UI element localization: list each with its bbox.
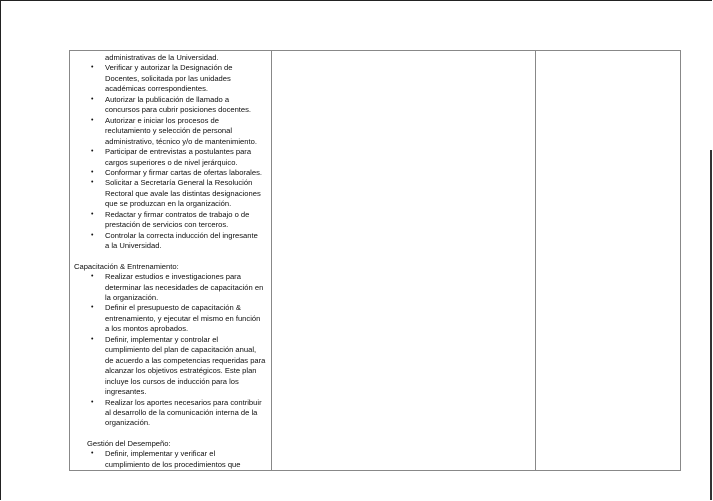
list-item	[74, 147, 267, 168]
bullet-list	[74, 449, 267, 470]
list-item	[74, 231, 267, 252]
text-line: Realizar estudios e investigaciones para	[105, 272, 241, 282]
text-line: Controlar la correcta inducción del ingresante	[105, 230, 258, 240]
list-item	[74, 116, 267, 147]
list-item	[74, 210, 267, 231]
text-line: Docentes, solicitada por las unidades	[105, 73, 231, 83]
bullet-icon: •	[91, 168, 94, 176]
text-line: incluye los cursos de inducción para los	[105, 376, 239, 386]
bullet-list	[74, 63, 267, 251]
list-item	[74, 449, 267, 470]
text-line: administrativas de la Universidad.	[105, 53, 219, 62]
list-item	[74, 303, 267, 334]
section-heading-performance: Gestión del Desempeño:	[87, 438, 171, 448]
bullet-icon: •	[91, 304, 94, 312]
text-line: cargos superiores o de nivel jerárquico.	[105, 157, 238, 167]
list-item	[74, 168, 267, 178]
bullet-icon: •	[91, 179, 94, 187]
text-line: ingresantes.	[105, 387, 147, 397]
bullet-icon: •	[91, 64, 94, 72]
text-line: Definir el presupuesto de capacitación &	[105, 303, 241, 313]
text-line: Definir, implementar y verificar el	[105, 449, 216, 459]
text-line: la organización.	[105, 292, 159, 302]
list-item	[74, 178, 267, 209]
text-line: Conformar y firmar cartas de ofertas laborales.	[105, 167, 262, 177]
bullet-icon: •	[91, 210, 94, 218]
list-item	[74, 272, 267, 303]
empty-cell-middle	[272, 51, 536, 471]
responsibilities-table	[69, 50, 681, 471]
text-line: Autorizar e iniciar los procesos de	[105, 115, 219, 125]
table-row	[70, 51, 681, 471]
list-item	[74, 63, 267, 94]
text-line: entrenamiento, y ejecutar el mismo en función	[105, 313, 261, 323]
bullet-icon: •	[91, 95, 94, 103]
text-line: Participar de entrevistas a postulantes para	[105, 147, 252, 157]
text-line: Redactar y firmar contratos de trabajo o de	[105, 209, 250, 219]
page-edge-shadow	[710, 150, 712, 500]
list-item	[74, 335, 267, 398]
text-line: Verificar y autorizar la Designación de	[105, 63, 233, 73]
empty-cell-right	[536, 51, 681, 471]
text-line: a los montos aprobados.	[105, 324, 189, 334]
functions-cell	[70, 51, 272, 471]
text-line: de acuerdo a las competencias requeridas para	[105, 355, 266, 365]
bullet-icon: •	[91, 231, 94, 239]
text-line: que se produzcan en la organización.	[105, 199, 232, 209]
list-item	[74, 398, 267, 429]
text-line: concursos para cubrir posiciones docentes.	[105, 105, 252, 115]
bullet-icon: •	[91, 398, 94, 406]
functions-content	[70, 51, 271, 470]
text-line: a la Universidad.	[105, 241, 162, 251]
text-line: administrativo, técnico y/o de mantenimiento.	[105, 136, 257, 146]
bullet-icon: •	[91, 116, 94, 124]
text-line: Definir, implementar y controlar el	[105, 334, 219, 344]
bullet-icon: •	[91, 148, 94, 156]
bullet-list	[74, 272, 267, 429]
list-item	[74, 95, 267, 116]
text-line: Autorizar la publicación de llamado a	[105, 94, 230, 104]
text-line: alcanzar los objetivos estratégicos. Este plan	[105, 366, 257, 376]
bullet-icon: •	[91, 273, 94, 281]
text-line: determinar las necesidades de capacitación en	[105, 282, 264, 292]
bullet-icon: •	[91, 450, 94, 458]
text-line: cumplimiento del plan de capacitación anual,	[105, 345, 257, 355]
text-line: académicas correspondientes.	[105, 84, 208, 94]
text-line: reclutamiento y selección de personal	[105, 126, 233, 136]
text-line: prestación de servicios con terceros.	[105, 220, 229, 230]
text-line: al desarrollo de la comunicación interna de la	[105, 407, 258, 417]
section-heading-training: Capacitación & Entrenamiento:	[74, 261, 179, 271]
continued-text	[74, 53, 267, 63]
text-line: cumplimiento de los procedimientos que	[105, 459, 241, 469]
bullet-icon: •	[91, 335, 94, 343]
text-line: Rectoral que avale las distintas designaciones	[105, 188, 261, 198]
text-line: organización.	[105, 418, 151, 428]
text-line: Solicitar a Secretaría General la Resolución	[105, 178, 253, 188]
text-line: Realizar los aportes necesarios para contribuir	[105, 397, 262, 407]
